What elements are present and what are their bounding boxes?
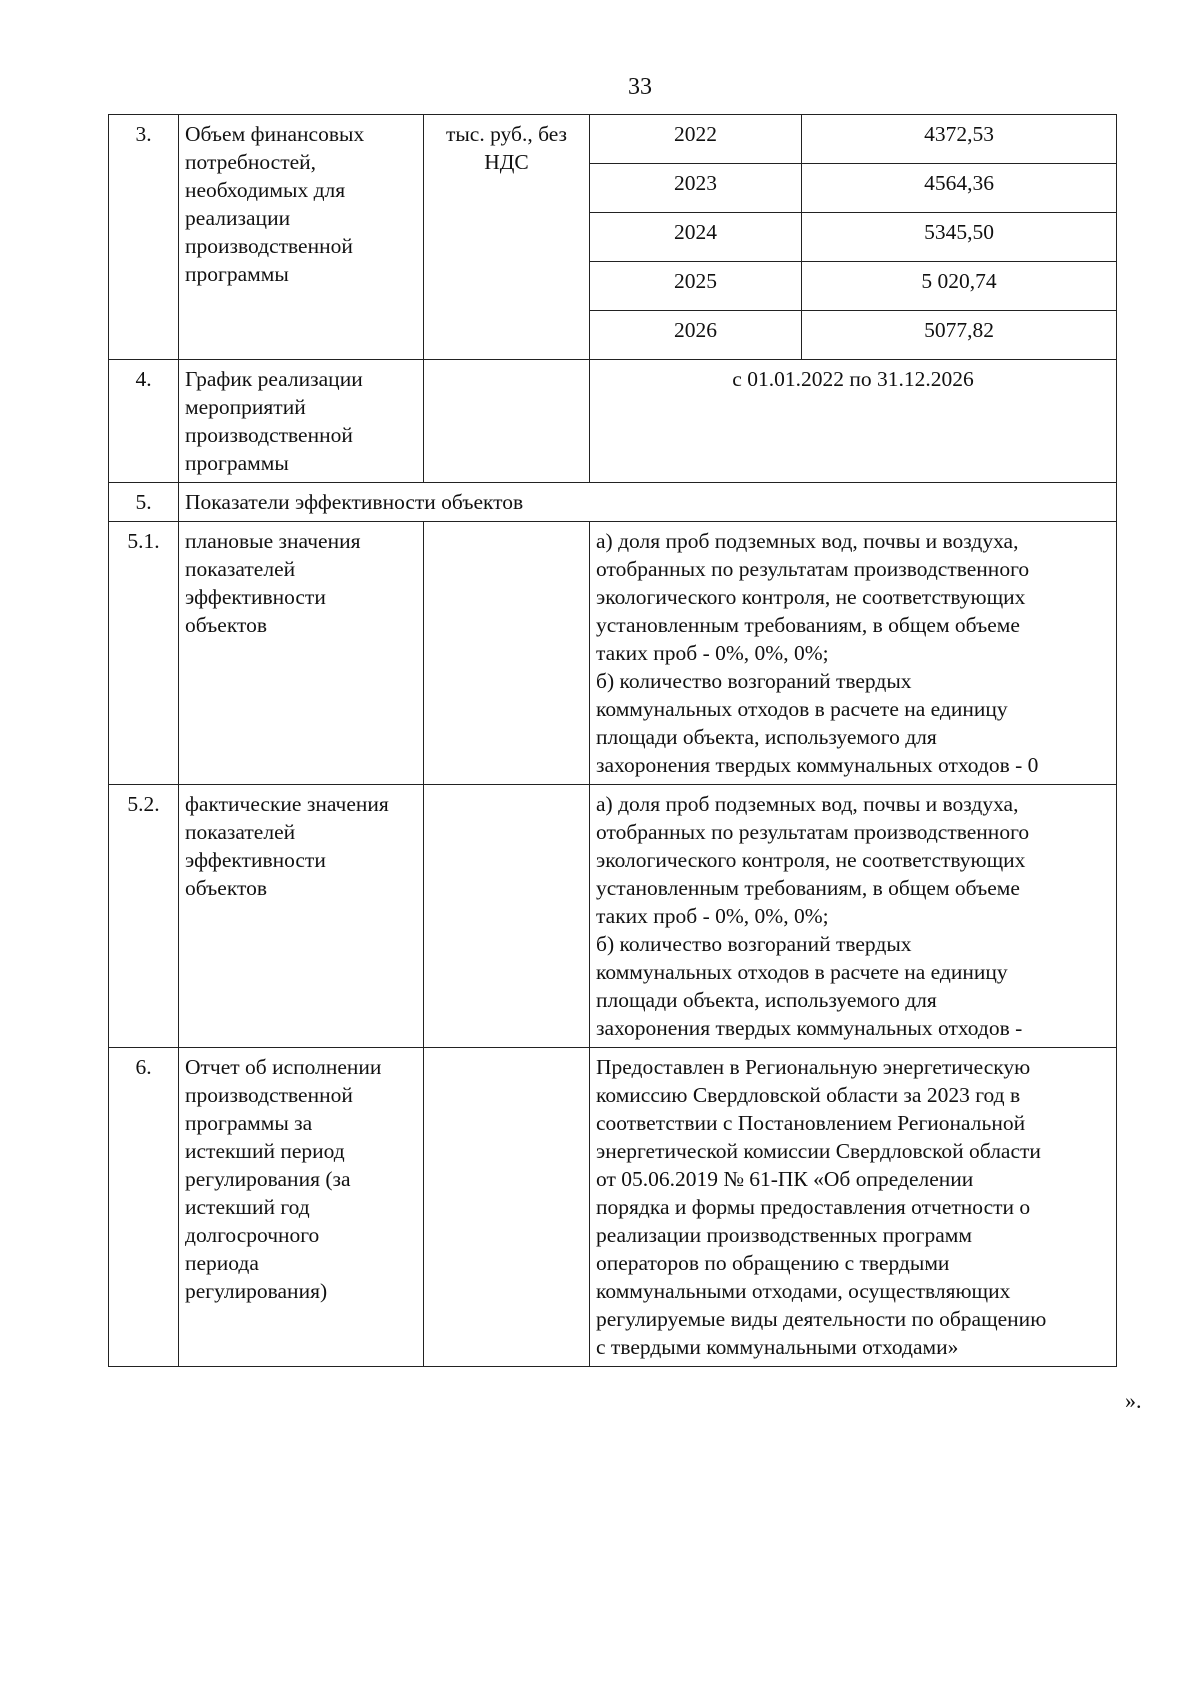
row-name: График реализации мероприятий производственной программы (179, 360, 424, 483)
row-number: 6. (109, 1048, 179, 1367)
row-unit (424, 785, 590, 1048)
row-number: 4. (109, 360, 179, 483)
row-name: Отчет об исполнении производственной программы за истекший период регулирования (за истекший год долгосрочного периода регулирования) (179, 1048, 424, 1367)
value-cell: 5 020,74 (802, 262, 1117, 311)
row-number: 5.1. (109, 522, 179, 785)
value-cell: 5345,50 (802, 213, 1117, 262)
row-number: 5. (109, 483, 179, 522)
table-row-6 (109, 1048, 1117, 1367)
row-unit (424, 522, 590, 785)
production-program-table (108, 114, 1117, 1367)
row-value: с 01.01.2022 по 31.12.2026 (590, 360, 1117, 483)
table-row-5-1 (109, 522, 1117, 785)
table-row-4 (109, 360, 1117, 483)
row-value: Предоставлен в Региональную энергетическую комиссию Свердловской области за 2023 год в соответствии с Постановлением Региональной энергетической комиссии Свердловской области от 05.06.2019 № 61-ПК «Об определении порядка и формы предоставления отчетности о реализации производственных программ операторов по обращению с твердыми коммунальными отходами, осуществляющих регулируемые виды деятельности по обращению с твердыми коммунальными отходами» (590, 1048, 1117, 1367)
row-number: 3. (109, 115, 179, 360)
page-number: 33 (628, 74, 652, 100)
closing-quote-mark: ». (1125, 1388, 1142, 1413)
row-name: плановые значения показателей эффективности объектов (179, 522, 424, 785)
value-cell: 4372,53 (802, 115, 1117, 164)
table-row-3 (109, 115, 1117, 164)
row-name: Объем финансовых потребностей, необходимых для реализации производственной программы (179, 115, 424, 360)
value-cell: 5077,82 (802, 311, 1117, 360)
row-name: фактические значения показателей эффективности объектов (179, 785, 424, 1048)
year-cell: 2025 (590, 262, 802, 311)
year-cell: 2023 (590, 164, 802, 213)
row-number: 5.2. (109, 785, 179, 1048)
row-unit (424, 360, 590, 483)
row-unit: тыс. руб., без НДС (424, 115, 590, 360)
table-row-5-2 (109, 785, 1117, 1048)
year-cell: 2026 (590, 311, 802, 360)
year-cell: 2022 (590, 115, 802, 164)
row-value: а) доля проб подземных вод, почвы и воздуха, отобранных по результатам производственного экологического контроля, не соответствующих установленным требованиям, в общем объеме таких проб - 0%, 0%, 0%; б) количество возгораний твердых коммунальных отходов в расчете на единицу площади объекта, используемого для захоронения твердых коммунальных отходов - 0 (590, 522, 1117, 785)
value-cell: 4564,36 (802, 164, 1117, 213)
table-row-5 (109, 483, 1117, 522)
section-title: Показатели эффективности объектов (179, 483, 1117, 522)
row-unit (424, 1048, 590, 1367)
year-cell: 2024 (590, 213, 802, 262)
row-value: а) доля проб подземных вод, почвы и воздуха, отобранных по результатам производственного экологического контроля, не соответствующих установленным требованиям, в общем объеме таких проб - 0%, 0%, 0%; б) количество возгораний твердых коммунальных отходов в расчете на единицу площади объекта, используемого для захоронения твердых коммунальных отходов - (590, 785, 1117, 1048)
